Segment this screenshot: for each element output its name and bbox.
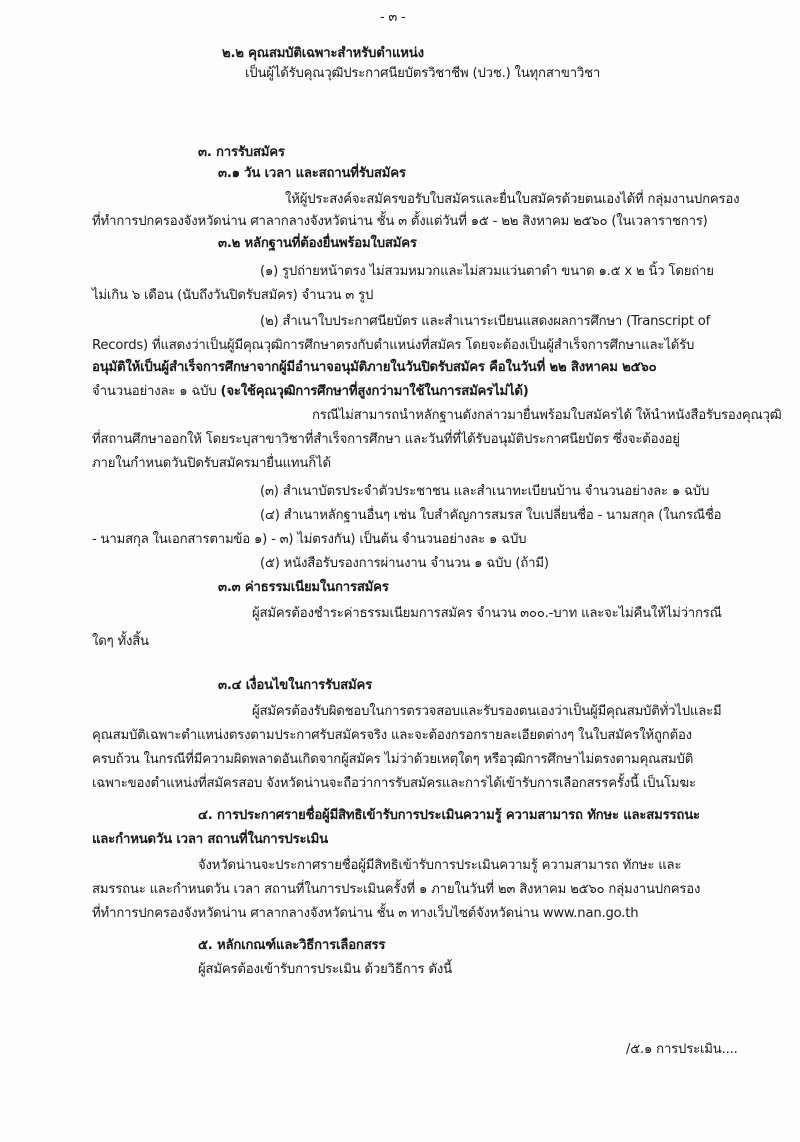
item-3: (๓) สำเนาบัตรประจำตัวประชาชน และสำเนาทะเบียนบ้าน จำนวนอย่างละ ๑ ฉบับ bbox=[260, 484, 710, 499]
section-3-4-heading: ๓.๔ เงื่อนไขในการรับสมัคร bbox=[218, 678, 372, 693]
item-2-line4 bbox=[92, 382, 529, 402]
note-line2: ที่สถานศึกษาออกให้ โดยระบุสาขาวิชาที่สำเร็จการศึกษา และวันที่ที่ได้รับอนุมัติประกาศนียบัตร ซึ่งจะต้องอยู่ bbox=[92, 432, 680, 447]
section-3-4-line2: คุณสมบัติเฉพาะตำแหน่งตรงตามประกาศรับสมัครจริง และจะต้องกรอกรายละเอียดต่างๆ ในใบสมัครให้ถูกต้อง bbox=[92, 728, 692, 743]
note-line3: ภายในกำหนดวันปิดรับสมัครมายื่นแทนก็ได้ bbox=[92, 456, 331, 471]
item-1-line2: ไม่เกิน ๖ เดือน (นับถึงวันปิดรับสมัคร) จำนวน ๓ รูป bbox=[92, 288, 374, 303]
section-3-3-line1: ผู้สมัครต้องชำระค่าธรรมเนียมการสมัคร จำนวน ๓๐๐.-บาท และจะไม่คืนให้ไม่ว่ากรณี bbox=[252, 606, 722, 621]
item-5: (๕) หนังสือรับรองการผ่านงาน จำนวน ๑ ฉบับ (ถ้ามี) bbox=[260, 556, 549, 571]
item-4-line1: (๔) สำเนาหลักฐานอื่นๆ เช่น ใบสำคัญการสมรส ใบเปลี่ยนชื่อ - นามสกุล (ในกรณีชื่อ bbox=[260, 508, 722, 523]
section-4-line1: จังหวัดน่านจะประกาศรายชื่อผู้มีสิทธิเข้ารับการประเมินความรู้ ความสามารถ ทักษะ และ bbox=[198, 858, 682, 873]
item-2-line2: Records) ที่แสดงว่าเป็นผู้มีคุณวุฒิการศึกษาตรงกับตำแหน่งที่สมัคร โดยจะต้องเป็นผู้สำเร็จการศึกษาและได้รับ bbox=[92, 338, 695, 353]
section-3-3-line2: ใดๆ ทั้งสิ้น bbox=[92, 634, 149, 649]
section-3-4-line3: ครบถ้วน ในกรณีที่มีความผิดพลาดอันเกิดจากผู้สมัคร ไม่ว่าด้วยเหตุใดๆ หรือวุฒิการศึกษาไม่ตรงตามคุณสมบัติ bbox=[92, 752, 694, 767]
item-2-copies: จำนวนอย่างละ ๑ ฉบับ bbox=[92, 384, 221, 399]
section-3-4-line4: เฉพาะของตำแหน่งที่สมัครสอบ จังหวัดน่านจะถือว่าการรับสมัครและการได้เข้ารับการเลือกสรรครั้งนี้ เป็นโมฆะ bbox=[92, 776, 696, 791]
page-number: - ๓ - bbox=[380, 10, 406, 25]
section-3-1-line2: ที่ทำการปกครองจังหวัดน่าน ศาลากลางจังหวัดน่าน ชั้น ๓ ตั้งแต่วันที่ ๑๕ - ๒๒ สิงหาคม ๒๕๖๐ (ในเวลาราชการ) bbox=[92, 214, 708, 229]
item-4-line2: - นามสกุล ในเอกสารตามข้อ ๑) - ๓) ไม่ตรงกัน) เป็นต้น จำนวนอย่างละ ๑ ฉบับ bbox=[92, 532, 527, 547]
continuation-note: /๕.๑ การประเมิน.... bbox=[626, 1042, 738, 1057]
section-3-heading: ๓. การรับสมัคร bbox=[198, 145, 285, 160]
section-3-3-heading: ๓.๓ ค่าธรรมเนียมในการสมัคร bbox=[218, 580, 389, 595]
section-3-2-heading: ๓.๒ หลักฐานที่ต้องยื่นพร้อมใบสมัคร bbox=[218, 236, 417, 251]
section-4-heading-line2: และกำหนดวัน เวลา สถานที่ในการประเมิน bbox=[92, 832, 328, 847]
section-5-heading: ๕. หลักเกณฑ์และวิธีการเลือกสรร bbox=[198, 938, 386, 953]
note-line1: กรณีไม่สามารถนำหลักฐานดังกล่าวมายื่นพร้อมใบสมัครได้ ให้นำหนังสือรับรองคุณวุฒิ bbox=[312, 408, 782, 423]
section-5-line1: ผู้สมัครต้องเข้ารับการประเมิน ด้วยวิธีการ ดังนี้ bbox=[198, 962, 452, 977]
section-2-2-heading: ๒.๒ คุณสมบัติเฉพาะสำหรับตำแหน่ง bbox=[222, 46, 424, 61]
section-3-1-line1: ให้ผู้ประสงค์จะสมัครขอรับใบสมัครและยื่นใบสมัครด้วยตนเองได้ที่ กลุ่มงานปกครอง bbox=[285, 192, 740, 207]
section-2-2-body: เป็นผู้ได้รับคุณวุฒิประกาศนียบัตรวิชาชีพ (ปวช.) ในทุกสาขาวิชา bbox=[245, 66, 601, 81]
section-4-line3: ที่ทำการปกครองจังหวัดน่าน ศาลากลางจังหวัดน่าน ชั้น ๓ ทางเว็บไซต์จังหวัดน่าน www.nan.go.th bbox=[92, 906, 639, 921]
item-2-line3: อนุมัติให้เป็นผู้สำเร็จการศึกษาจากผู้มีอำนาจอนุมัติภายในวันปิดรับสมัคร คือในวันที่ ๒๒ สิงหาคม ๒๕๖๐ bbox=[92, 360, 657, 375]
section-3-1-heading: ๓.๑ วัน เวลา และสถานที่รับสมัคร bbox=[218, 166, 406, 181]
item-2-line1: (๒) สำเนาใบประกาศนียบัตร และสำเนาระเบียนแสดงผลการศึกษา (Transcript of bbox=[260, 314, 711, 329]
section-4-heading-line1: ๔. การประกาศรายชื่อผู้มีสิทธิเข้ารับการประเมินความรู้ ความสามารถ ทักษะ และสมรรถนะ bbox=[198, 808, 700, 823]
section-4-line2: สมรรถนะ และกำหนดวัน เวลา สถานที่ในการประเมินครั้งที่ ๑ ภายในวันที่ ๒๓ สิงหาคม ๒๕๖๐ กลุ่มงานปกครอง bbox=[92, 882, 701, 897]
item-1-line1: (๑) รูปถ่ายหน้าตรง ไม่สวมหมวกและไม่สวมแว่นตาดำ ขนาด ๑.๕ x ๒ นิ้ว โดยถ่าย bbox=[260, 264, 714, 279]
section-3-4-line1: ผู้สมัครต้องรับผิดชอบในการตรวจสอบและรับรองตนเองว่าเป็นผู้มีคุณสมบัติทั่วไปและมี bbox=[252, 704, 722, 719]
item-2-warning: (จะใช้คุณวุฒิการศึกษาที่สูงกว่ามาใช้ในการสมัครไม่ได้) bbox=[220, 384, 529, 399]
